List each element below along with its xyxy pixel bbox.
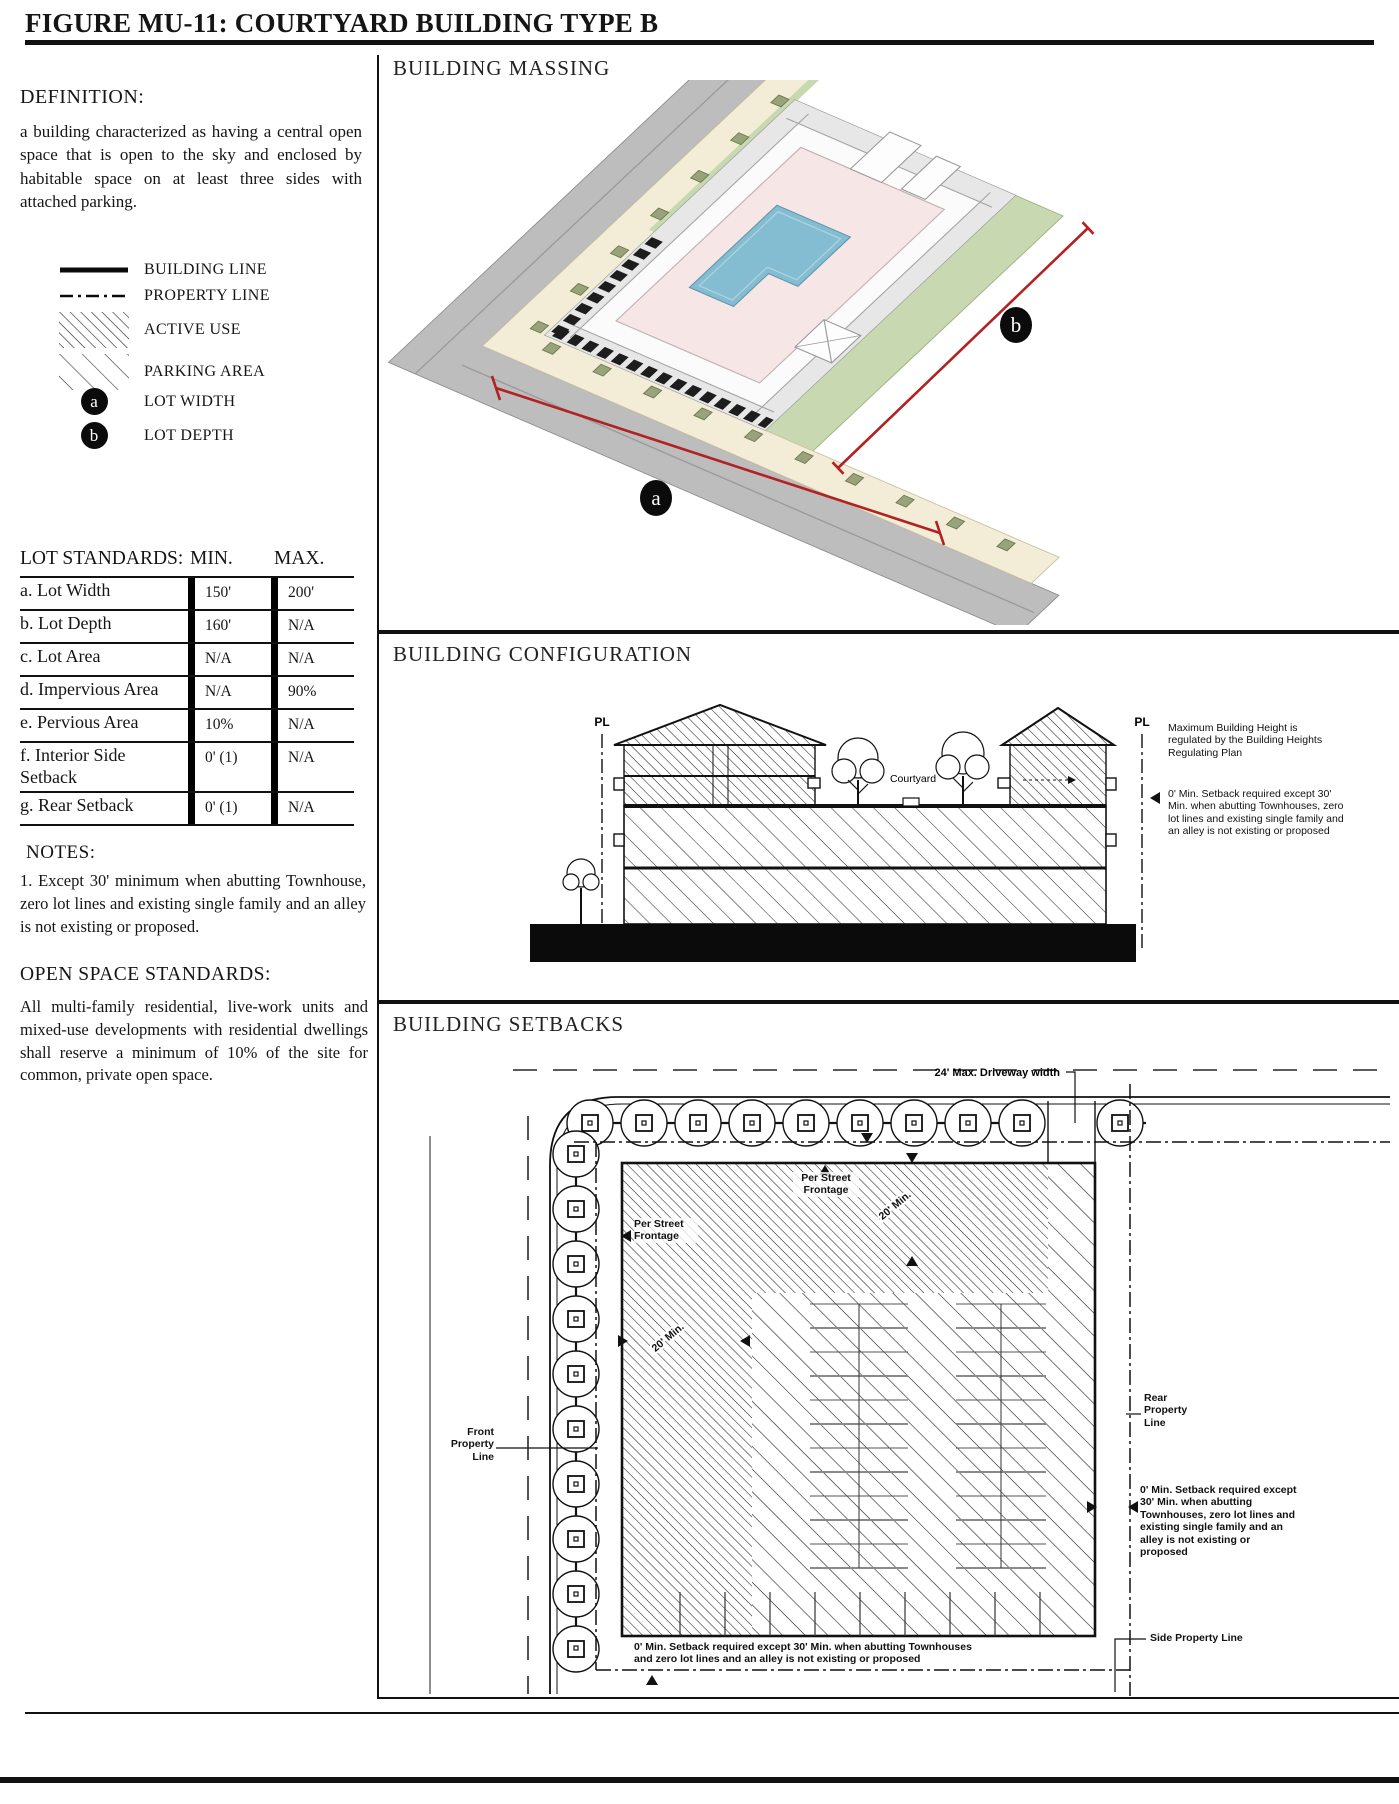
setback-arrow <box>1150 792 1160 804</box>
driveway-width-label: 24' Max. Driveway width <box>934 1067 1060 1079</box>
active-use-hatch-swatch <box>58 310 130 350</box>
ground-plane <box>530 924 1136 962</box>
building-setbacks-drawing <box>378 1004 1399 1698</box>
building-line-swatch <box>58 260 130 280</box>
building-massing-drawing <box>388 80 1398 625</box>
active-use-band-left <box>622 1293 752 1636</box>
legend-item-property-line: PROPERTY LINE <box>58 286 270 306</box>
property-line-swatch <box>58 286 130 306</box>
definition-heading: DEFINITION: <box>20 86 145 108</box>
building-configuration-drawing <box>378 630 1399 1000</box>
courtyard-tree <box>936 732 989 806</box>
open-space-heading: OPEN SPACE STANDARDS: <box>20 964 271 985</box>
legend-item-active-use: ACTIVE USE <box>58 310 241 350</box>
legend-item-parking-area: PARKING AREA <box>58 352 265 392</box>
table-row: a. Lot Width 150' 200' <box>20 576 354 609</box>
table-row: c. Lot Area N/A N/A <box>20 642 354 675</box>
twenty-min-label: 20' Min. <box>649 1320 687 1355</box>
right-wing <box>1010 745 1106 806</box>
bottom-setback-note: 0' Min. Setback required except 30' Min. when abutting Townhouses and zero lot lines and an alley is not existing or proposed <box>634 1641 982 1683</box>
front-property-line-label: Front Property Line <box>450 1426 494 1463</box>
notes-heading: NOTES: <box>26 842 96 863</box>
right-setback-note: 0' Min. Setback required except 30' Min. when abutting Townhouses, zero lot lines and existing single family and an alley is not existing or proposed <box>1140 1484 1297 1558</box>
legend-item-lot-depth: b LOT DEPTH <box>58 422 234 449</box>
right-wing-roof <box>1002 708 1114 745</box>
courtyard-label: Courtyard <box>889 773 937 785</box>
footer-rule-thick <box>0 1777 1399 1783</box>
svg-text:a: a <box>651 486 661 510</box>
street-trees-top <box>567 1100 1143 1146</box>
side-property-line-label: Side Property Line <box>1150 1632 1243 1644</box>
min-column-header: MIN. <box>190 548 233 569</box>
svg-text:b: b <box>1010 313 1022 337</box>
parking-podium <box>624 806 1106 924</box>
property-line-label-right: PL <box>1134 715 1150 729</box>
lot-standards-table <box>20 548 354 826</box>
courtyard-bench <box>903 798 919 806</box>
courtyard-tree <box>832 738 884 806</box>
lot-width-badge <box>640 480 672 516</box>
lot-depth-badge: b <box>58 422 130 449</box>
table-row: b. Lot Depth 160' N/A <box>20 609 354 642</box>
config-setback-note: 0' Min. Setback required except 30' Min. when abutting Townhouses, zero lot lines and existing single family and an alley is not existing or proposed <box>1168 788 1344 838</box>
table-row: f. Interior Side Setback 0' (1) N/A <box>20 741 354 791</box>
legend-item-building-line: BUILDING LINE <box>58 260 267 280</box>
lot-depth-badge <box>1000 307 1032 343</box>
legend-item-lot-width: a LOT WIDTH <box>58 388 235 415</box>
massing-panel-title: BUILDING MASSING <box>393 56 611 80</box>
configuration-panel-title: BUILDING CONFIGURATION <box>393 642 693 666</box>
footer-rule-thin <box>25 1712 1399 1714</box>
height-note: Maximum Building Height is regulated by the Building Heights Regulating Plan <box>1168 722 1323 759</box>
per-street-frontage-label: Per Street Frontage <box>634 1218 698 1254</box>
title-rule <box>25 40 1374 45</box>
rear-property-line-label: Rear Property Line <box>1144 1392 1188 1429</box>
max-column-header: MAX. <box>274 548 325 569</box>
setbacks-panel-title: BUILDING SETBACKS <box>393 1012 625 1036</box>
definition-body: a building characterized as having a central open space that is open to the sky and enclosed by habitable space on at least three sides with attached parking. <box>20 122 362 212</box>
property-line-label-left: PL <box>594 715 610 729</box>
notes-body: 1. Except 30' minimum when abutting Townhouse, zero lot lines and existing single family and an alley is not existing or proposed. <box>20 871 366 936</box>
open-space-body: All multi-family residential, live-work units and mixed-use developments with residential dwellings shall reserve a minimum of 10% of the site for common, private open space. <box>20 997 368 1085</box>
per-street-frontage-label: Per Street Frontage <box>793 1172 859 1208</box>
lot-width-badge: a <box>58 388 130 415</box>
parking-area-hatch-swatch <box>58 352 130 392</box>
table-row: e. Pervious Area 10% N/A <box>20 708 354 741</box>
table-row: g. Rear Setback 0' (1) N/A <box>20 791 354 826</box>
lot-standards-heading: LOT STANDARDS: <box>20 548 184 569</box>
page-title: FIGURE MU-11: COURTYARD BUILDING TYPE B <box>25 8 659 38</box>
left-wing-roof <box>614 705 826 745</box>
lot-standards-header <box>20 548 354 576</box>
twenty-min-label: 20' Min. <box>876 1188 914 1223</box>
street-tree <box>563 859 599 924</box>
parking-area <box>752 1293 1095 1636</box>
table-row: d. Impervious Area N/A 90% <box>20 675 354 708</box>
